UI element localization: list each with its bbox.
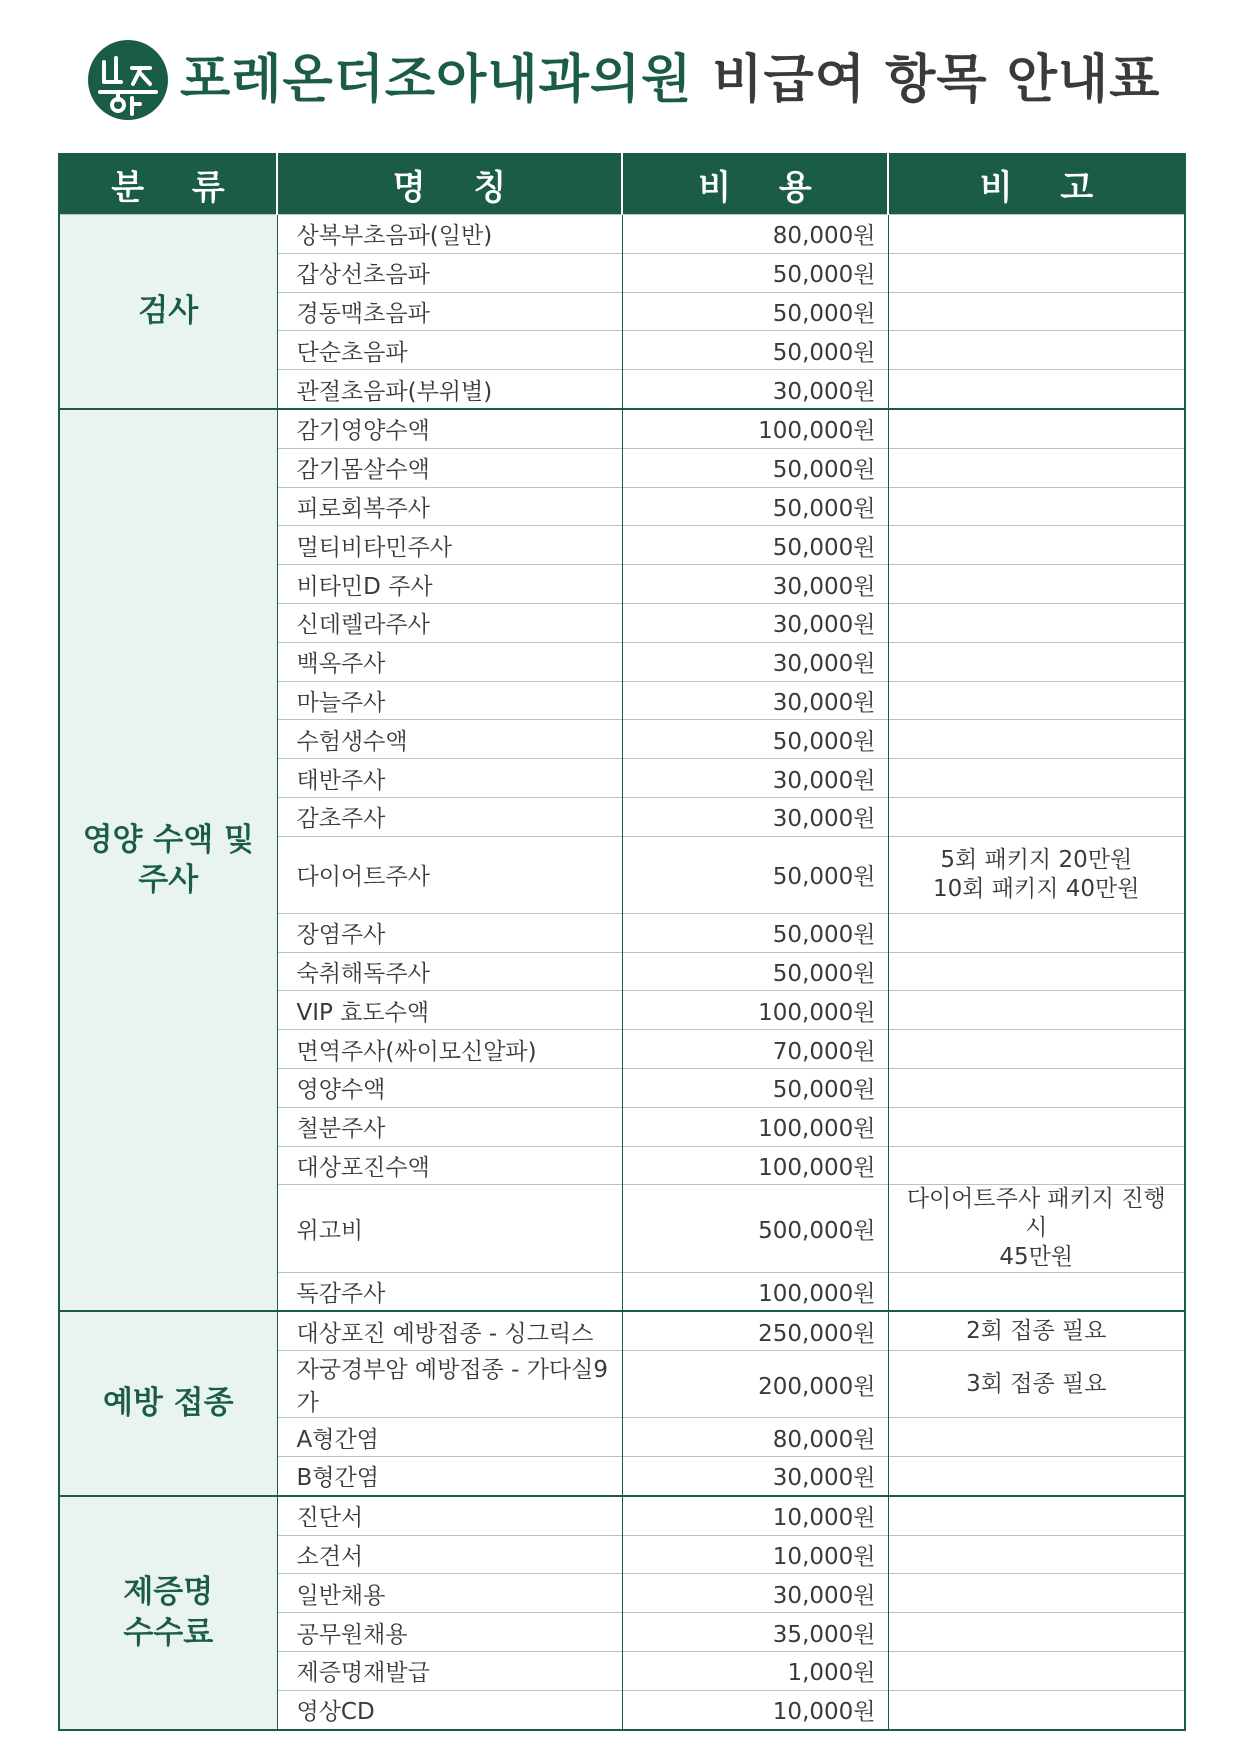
item-price-cell: 30,000원 [622,565,888,604]
item-note-cell [888,952,1185,991]
item-name-cell: 경동맥초음파 [277,292,622,331]
item-price-cell: 30,000원 [622,1574,888,1613]
item-name-cell: 진단서 [277,1496,622,1535]
item-note-cell [888,1690,1185,1729]
item-name-cell: 일반채용 [277,1574,622,1613]
item-name-cell: 영상CD [277,1690,622,1729]
item-note-cell [888,1613,1185,1652]
item-price-cell: 30,000원 [622,370,888,409]
item-note-cell [888,1651,1185,1690]
item-name-cell: 단순초음파 [277,331,622,370]
item-note-cell [888,1030,1185,1069]
item-price-cell: 30,000원 [622,603,888,642]
item-note-cell [888,991,1185,1030]
item-note-cell [888,759,1185,798]
item-name-cell: 다이어트주사 [277,836,622,913]
item-note-cell: 2회 접종 필요 [888,1311,1185,1350]
column-header-category: 분 류 [59,154,277,215]
column-header-name: 명 칭 [277,154,622,215]
item-price-cell: 70,000원 [622,1030,888,1069]
item-name-cell: 영양수액 [277,1068,622,1107]
item-price-cell: 250,000원 [622,1311,888,1350]
item-price-cell: 30,000원 [622,681,888,720]
item-note-cell [888,797,1185,836]
item-note-cell [888,1146,1185,1185]
item-price-cell: 100,000원 [622,1107,888,1146]
item-name-cell: 마늘주사 [277,681,622,720]
item-name-cell: 제증명재발급 [277,1651,622,1690]
fee-table [58,153,1186,1731]
item-note-cell [888,565,1185,604]
item-name-cell: 감초주사 [277,797,622,836]
item-note-cell [888,642,1185,681]
item-name-cell: 자궁경부암 예방접종 - 가다실9가 [277,1351,622,1418]
item-price-cell: 50,000원 [622,487,888,526]
item-name-cell: 비타민D 주사 [277,565,622,604]
page-title [180,40,1160,120]
item-name-cell: 태반주사 [277,759,622,798]
item-note-cell [888,1418,1185,1457]
item-price-cell: 30,000원 [622,642,888,681]
item-name-cell: 수험생수액 [277,720,622,759]
item-note-cell [888,1272,1185,1311]
item-price-cell: 10,000원 [622,1535,888,1574]
column-header-note: 비 고 [888,154,1185,215]
item-name-cell: 숙취해독주사 [277,952,622,991]
item-price-cell: 50,000원 [622,292,888,331]
item-price-cell: 30,000원 [622,759,888,798]
item-name-cell: 위고비 [277,1185,622,1272]
table-row [59,1496,1185,1535]
item-price-cell: 200,000원 [622,1351,888,1418]
item-name-cell: 철분주사 [277,1107,622,1146]
clinic-logo-icon [88,40,168,120]
item-note-cell [888,253,1185,292]
item-note-cell [888,681,1185,720]
item-price-cell: 30,000원 [622,1456,888,1495]
item-note-cell [888,370,1185,409]
table-row [59,409,1185,448]
item-price-cell: 50,000원 [622,448,888,487]
item-note-cell [888,603,1185,642]
item-name-cell: 감기몸살수액 [277,448,622,487]
item-name-cell: 피로회복주사 [277,487,622,526]
item-price-cell: 1,000원 [622,1651,888,1690]
item-name-cell: 공무원채용 [277,1613,622,1652]
item-name-cell: 멀티비타민주사 [277,526,622,565]
item-note-cell [888,1535,1185,1574]
item-note-cell [888,526,1185,565]
item-note-cell: 다이어트주사 패키지 진행 시 45만원 [888,1185,1185,1272]
category-cell: 검사 [59,215,277,409]
item-note-cell [888,913,1185,952]
item-price-cell: 100,000원 [622,991,888,1030]
item-note-cell: 5회 패키지 20만원 10회 패키지 40만원 [888,836,1185,913]
item-name-cell: 백옥주사 [277,642,622,681]
item-price-cell: 50,000원 [622,720,888,759]
item-name-cell: 소견서 [277,1535,622,1574]
category-cell: 영양 수액 및 주사 [59,409,277,1311]
column-header-price: 비 용 [622,154,888,215]
item-name-cell: 감기영양수액 [277,409,622,448]
header [0,0,1240,140]
item-note-cell: 3회 접종 필요 [888,1351,1185,1418]
clinic-name: 포레온더조아내과의원 [180,50,693,110]
item-name-cell: 독감주사 [277,1272,622,1311]
item-note-cell [888,409,1185,448]
item-price-cell: 500,000원 [622,1185,888,1272]
item-price-cell: 80,000원 [622,1418,888,1457]
item-price-cell: 50,000원 [622,526,888,565]
table-body [59,215,1185,1730]
item-price-cell: 100,000원 [622,1272,888,1311]
item-name-cell: 상복부초음파(일반) [277,215,622,254]
item-note-cell [888,448,1185,487]
item-price-cell: 50,000원 [622,253,888,292]
item-name-cell: 대상포진수액 [277,1146,622,1185]
item-price-cell: 30,000원 [622,797,888,836]
item-price-cell: 10,000원 [622,1690,888,1729]
category-cell: 제증명 수수료 [59,1496,277,1730]
item-name-cell: 신데렐라주사 [277,603,622,642]
item-name-cell: 갑상선초음파 [277,253,622,292]
item-note-cell [888,1068,1185,1107]
item-note-cell [888,1107,1185,1146]
item-note-cell [888,215,1185,254]
item-price-cell: 35,000원 [622,1613,888,1652]
item-note-cell [888,1456,1185,1495]
item-name-cell: 관절초음파(부위별) [277,370,622,409]
item-price-cell: 80,000원 [622,215,888,254]
item-note-cell [888,487,1185,526]
item-price-cell: 100,000원 [622,1146,888,1185]
category-cell: 예방 접종 [59,1311,277,1495]
table-row [59,215,1185,254]
item-name-cell: VIP 효도수액 [277,991,622,1030]
item-price-cell: 50,000원 [622,913,888,952]
item-price-cell: 50,000원 [622,1068,888,1107]
item-price-cell: 50,000원 [622,836,888,913]
item-note-cell [888,292,1185,331]
item-price-cell: 100,000원 [622,409,888,448]
item-price-cell: 50,000원 [622,952,888,991]
item-price-cell: 50,000원 [622,331,888,370]
item-note-cell [888,331,1185,370]
table-row [59,1311,1185,1350]
item-note-cell [888,1496,1185,1535]
item-name-cell: 장염주사 [277,913,622,952]
item-name-cell: 대상포진 예방접종 - 싱그릭스 [277,1311,622,1350]
document-title: 비급여 항목 안내표 [712,50,1161,110]
item-name-cell: A형간염 [277,1418,622,1457]
item-note-cell [888,1574,1185,1613]
item-name-cell: 면역주사(싸이모신알파) [277,1030,622,1069]
table-header-row [59,154,1185,215]
item-price-cell: 10,000원 [622,1496,888,1535]
item-name-cell: B형간염 [277,1456,622,1495]
item-note-cell [888,720,1185,759]
